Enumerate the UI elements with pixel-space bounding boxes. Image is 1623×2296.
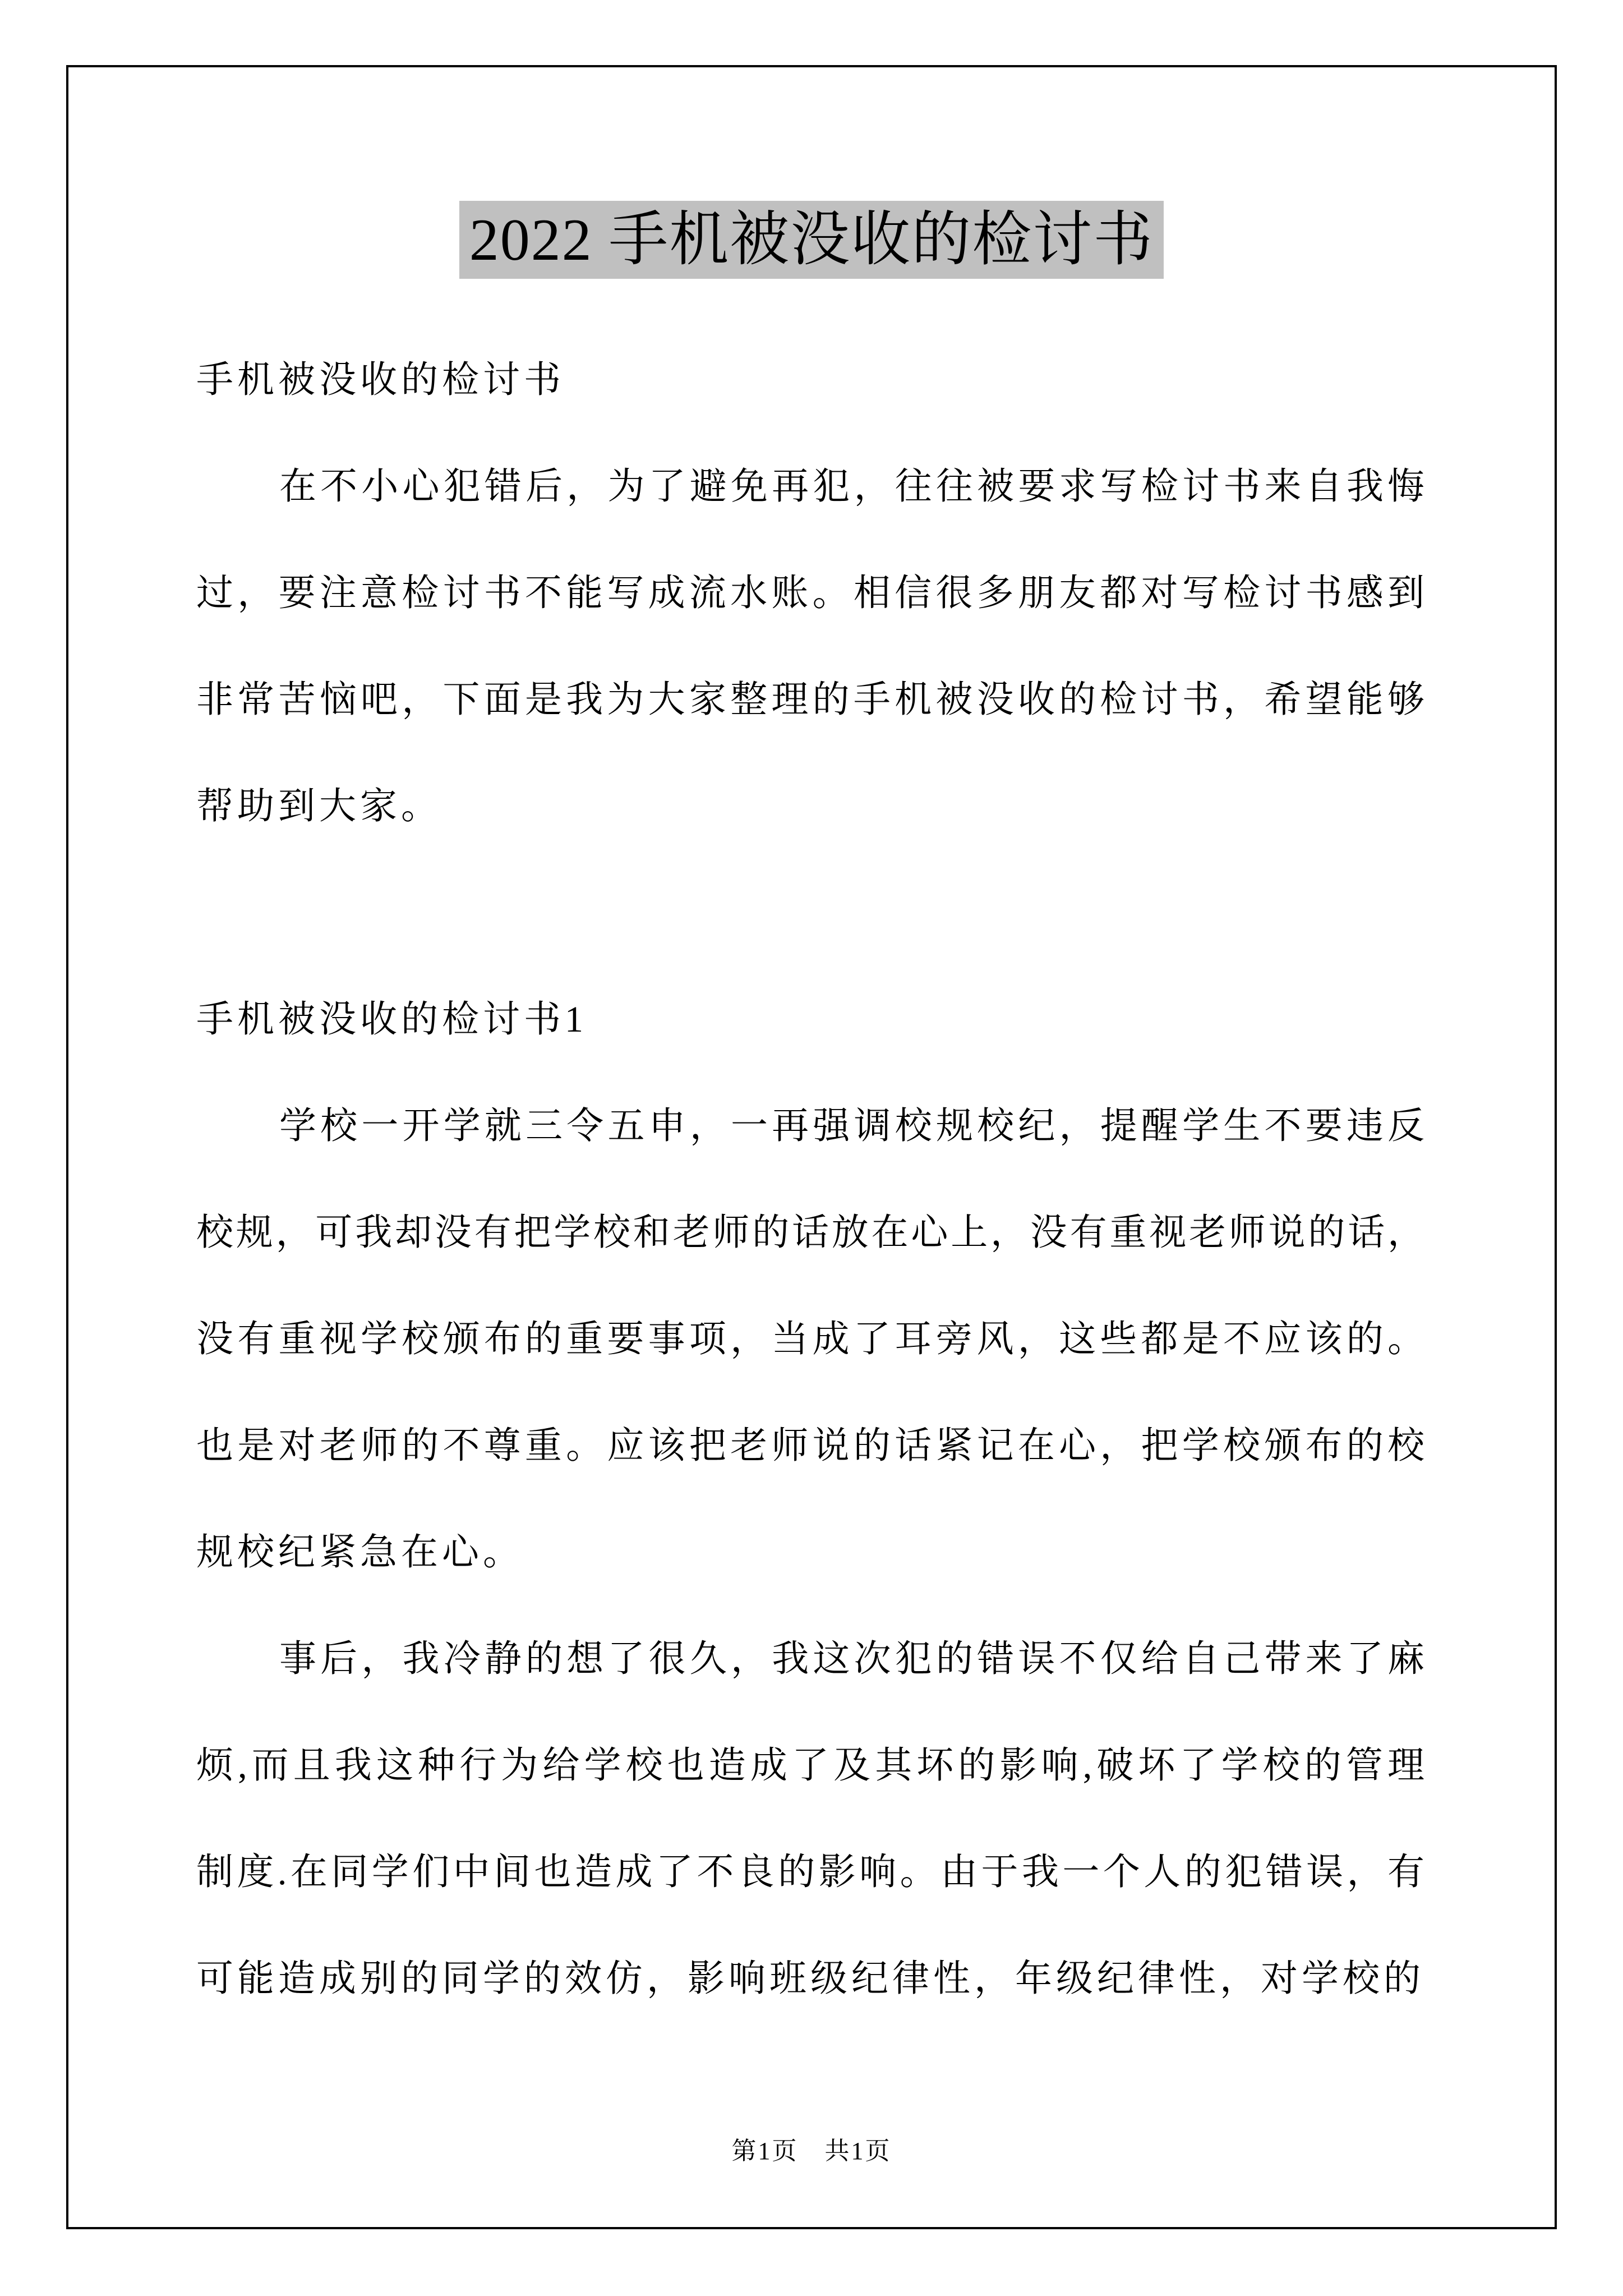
- text-line: 学校一开学就三令五申，一再强调校规校纪，提醒学生不要违反: [279, 1106, 1424, 1147]
- text-line: 烦,而且我这种行为给学校也造成了及其坏的影响,破坏了学校的管理: [196, 1745, 1424, 1786]
- title-highlight: 2022 手机被没收的检讨书: [459, 201, 1164, 279]
- text-line: 非常苦恼吧，下面是我为大家整理的手机被没收的检讨书，希望能够: [196, 679, 1424, 720]
- text-line: 事后，我冷静的想了很久，我这次犯的错误不仅给自己带来了麻: [279, 1639, 1424, 1680]
- text-line: 也是对老师的不尊重。应该把老师说的话紧记在心，把学校颁布的校: [196, 1425, 1424, 1466]
- document-body: [196, 327, 1424, 2032]
- text-line: 手机被没收的检讨书1: [196, 999, 587, 1040]
- text-line: 可能造成别的同学的效仿，影响班级纪律性，年级纪律性，对学校的: [196, 1958, 1424, 1999]
- text-line: 校规，可我却没有把学校和老师的话放在心上，没有重视老师说的话，: [196, 1212, 1424, 1253]
- text-line: 在不小心犯错后，为了避免再犯，往往被要求写检讨书来自我悔: [279, 466, 1424, 507]
- text-line: 过，要注意检讨书不能写成流水账。相信很多朋友都对写检讨书感到: [196, 573, 1424, 614]
- text-line: 制度.在同学们中间也造成了不良的影响。由于我一个人的犯错误，有: [196, 1852, 1424, 1893]
- text-line: 没有重视学校颁布的重要事项，当成了耳旁风，这些都是不应该的。: [196, 1319, 1424, 1360]
- page-footer: 第1页 共1页: [731, 2137, 892, 2165]
- text-line: [196, 860, 1424, 967]
- text-line: 手机被没收的检讨书: [196, 360, 565, 401]
- text-line: 帮助到大家。: [196, 786, 442, 827]
- page-title: [0, 201, 1623, 279]
- text-line: 规校纪紧急在心。: [196, 1532, 524, 1573]
